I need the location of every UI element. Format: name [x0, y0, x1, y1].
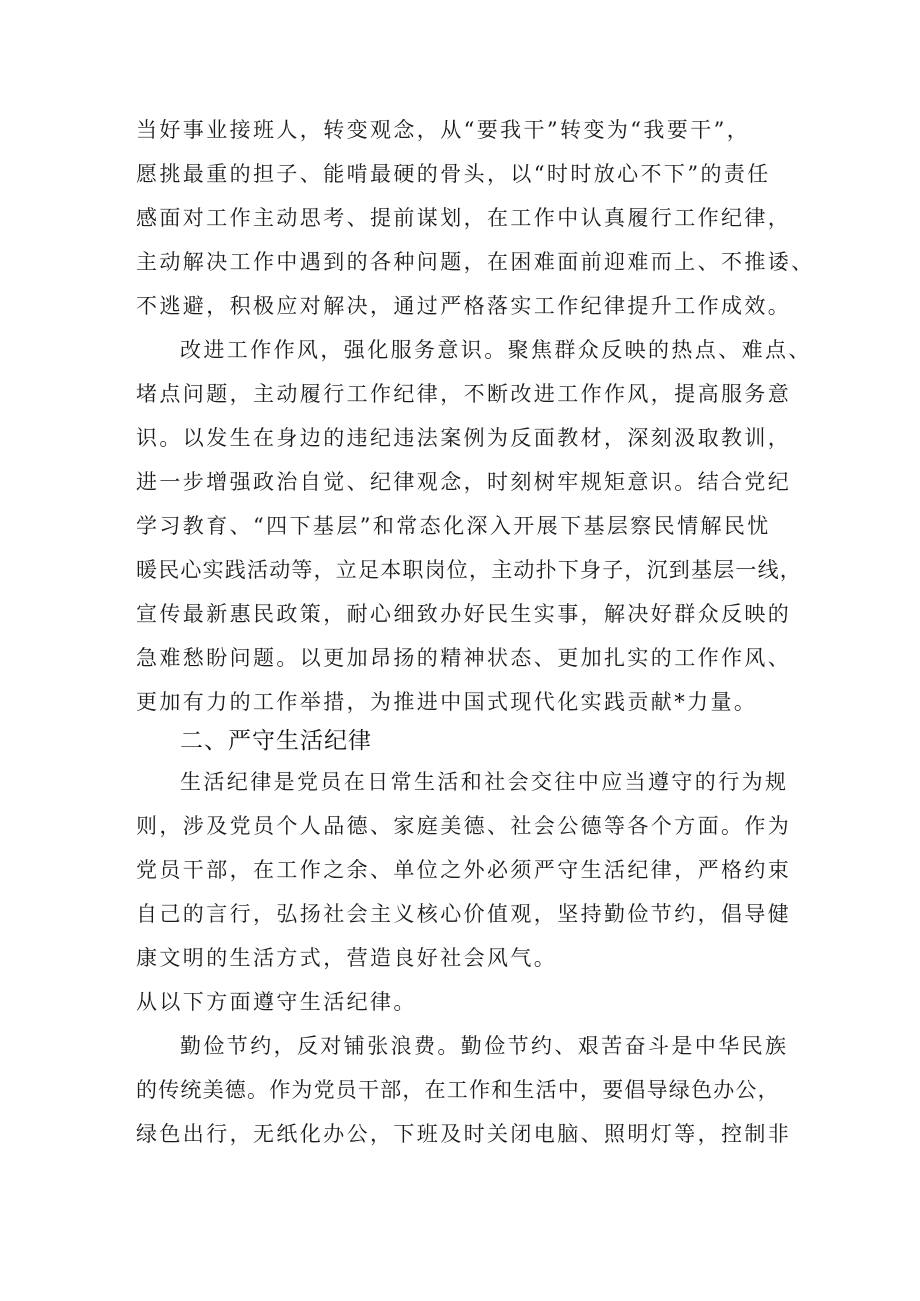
section-heading: 二、严守生活纪律 [180, 728, 372, 754]
paragraph-line: 感面对工作主动思考、提前谋划，在工作中认真履行工作纪律， [136, 206, 792, 230]
paragraph-line: 改进工作作风，强化服务意识。聚焦群众反映的热点、难点、 [180, 338, 812, 362]
paragraph-line: 自己的言行，弘扬社会主义核心价值观，坚持勤俭节约，倡导健 [136, 902, 792, 926]
paragraph-line: 勤俭节约，反对铺张浪费。勤俭节约、艰苦奋斗是中华民族 [180, 1034, 789, 1058]
paragraph-line: 暖民心实践活动等，立足本职岗位，主动扑下身子，沉到基层一线， [136, 558, 802, 582]
paragraph-line: 康文明的生活方式，营造良好社会风气。 [136, 946, 558, 970]
paragraph-line: 堵点问题，主动履行工作纪律，不断改进工作作风，提高服务意 [136, 382, 792, 406]
paragraph-line: 从以下方面遵守生活纪律。 [136, 990, 417, 1014]
paragraph-line: 进一步增强政治自觉、纪律观念，时刻树牢规矩意识。结合党纪 [136, 470, 792, 494]
paragraph-line: 识。以发生在身边的违纪违法案例为反面教材，深刻汲取教训， [136, 426, 792, 450]
paragraph-line: 不逃避，积极应对解决，通过严格落实工作纪律提升工作成效。 [136, 294, 792, 318]
paragraph-line: 主动解决工作中遇到的各种问题，在困难面前迎难而上、不推诿、 [136, 250, 815, 274]
paragraph-line: 学习教育、“四下基层”和常态化深入开展下基层察民情解民忧 [136, 514, 771, 538]
paragraph-line: 当好事业接班人，转变观念，从“要我干”转变为“我要干”， [136, 118, 751, 142]
paragraph-line: 更加有力的工作举措，为推进中国式现代化实践贡献*力量。 [136, 690, 758, 714]
paragraph-line: 党员干部，在工作之余、单位之外必须严守生活纪律，严格约束 [136, 858, 792, 882]
paragraph-line: 生活纪律是党员在日常生活和社会交往中应当遵守的行为规 [180, 770, 789, 794]
paragraph-line: 急难愁盼问题。以更加昂扬的精神状态、更加扎实的工作作风、 [136, 646, 792, 670]
paragraph-line: 绿色出行，无纸化办公，下班及时关闭电脑、照明灯等，控制非 [136, 1122, 792, 1146]
paragraph-line: 的传统美德。作为党员干部，在工作和生活中，要倡导绿色办公， [136, 1078, 780, 1102]
paragraph-line: 则，涉及党员个人品德、家庭美德、社会公德等各个方面。作为 [136, 814, 792, 838]
paragraph-line: 愿挑最重的担子、能啃最硬的骨头，以“时时放心不下”的责任 [136, 162, 771, 186]
paragraph-line: 宣传最新惠民政策，耐心细致办好民生实事，解决好群众反映的 [136, 602, 792, 626]
